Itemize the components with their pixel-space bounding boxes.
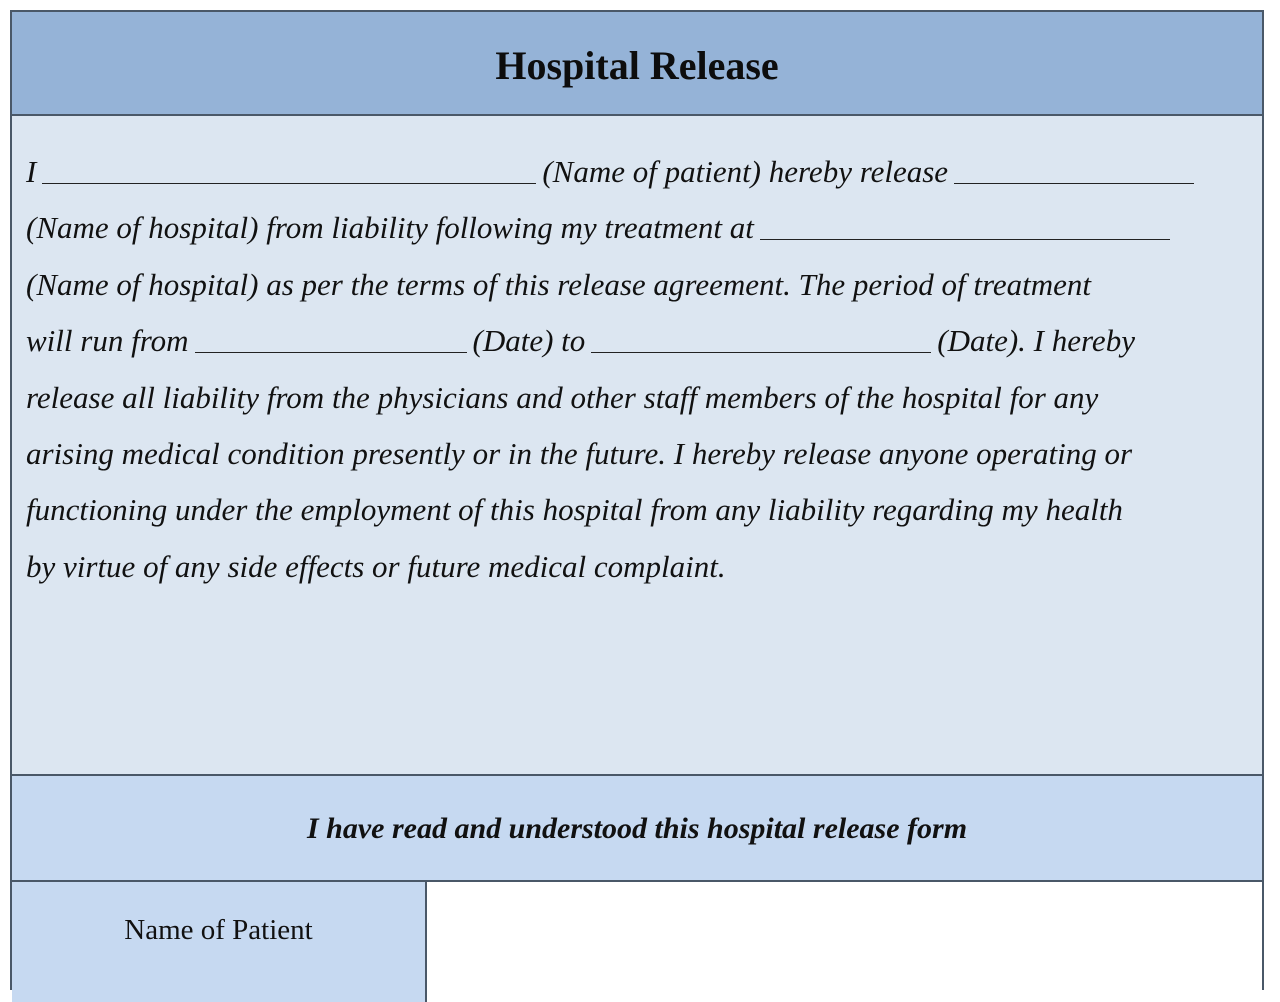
statement-lines (26, 133, 1248, 606)
hospital-release-form (10, 10, 1264, 990)
statement-text: will run from (26, 323, 189, 359)
field-row-patient-name (12, 882, 1262, 1002)
fill-in-blank[interactable] (195, 351, 467, 353)
statement-text: I (26, 154, 37, 189)
statement-text: (Date). I hereby (937, 323, 1135, 359)
patient-name-field[interactable] (427, 882, 1262, 1002)
statement-text: (Date) to (472, 323, 586, 359)
form-title: Hospital Release (495, 42, 779, 88)
statement-text: (Name of patient) hereby release (542, 154, 949, 189)
release-statement (12, 116, 1262, 776)
statement-line (26, 528, 1248, 606)
statement-text: arising medical condition presently or in the future. I hereby release anyone operating or (26, 435, 1133, 471)
statement-text: by virtue of any side effects or future medical complaint. (26, 548, 726, 584)
patient-name-label: Name of Patient (12, 882, 427, 1002)
statement-text: (Name of hospital) as per the terms of this release agreement. The period of treatment (26, 266, 1092, 302)
fill-in-blank[interactable] (954, 182, 1194, 184)
acknowledgement-text: I have read and understood this hospital release form (306, 812, 968, 845)
fill-in-blank[interactable] (42, 182, 536, 184)
statement-text: (Name of hospital) from liability following my treatment at (26, 210, 754, 246)
fill-in-blank[interactable] (591, 351, 931, 353)
acknowledgement-row (12, 776, 1262, 882)
statement-text: release all liability from the physicians and other staff members of the hospital for any (26, 379, 1099, 415)
fill-in-blank[interactable] (760, 238, 1170, 240)
statement-text: functioning under the employment of this hospital from any liability regarding my health (26, 492, 1123, 528)
form-header (12, 12, 1262, 116)
